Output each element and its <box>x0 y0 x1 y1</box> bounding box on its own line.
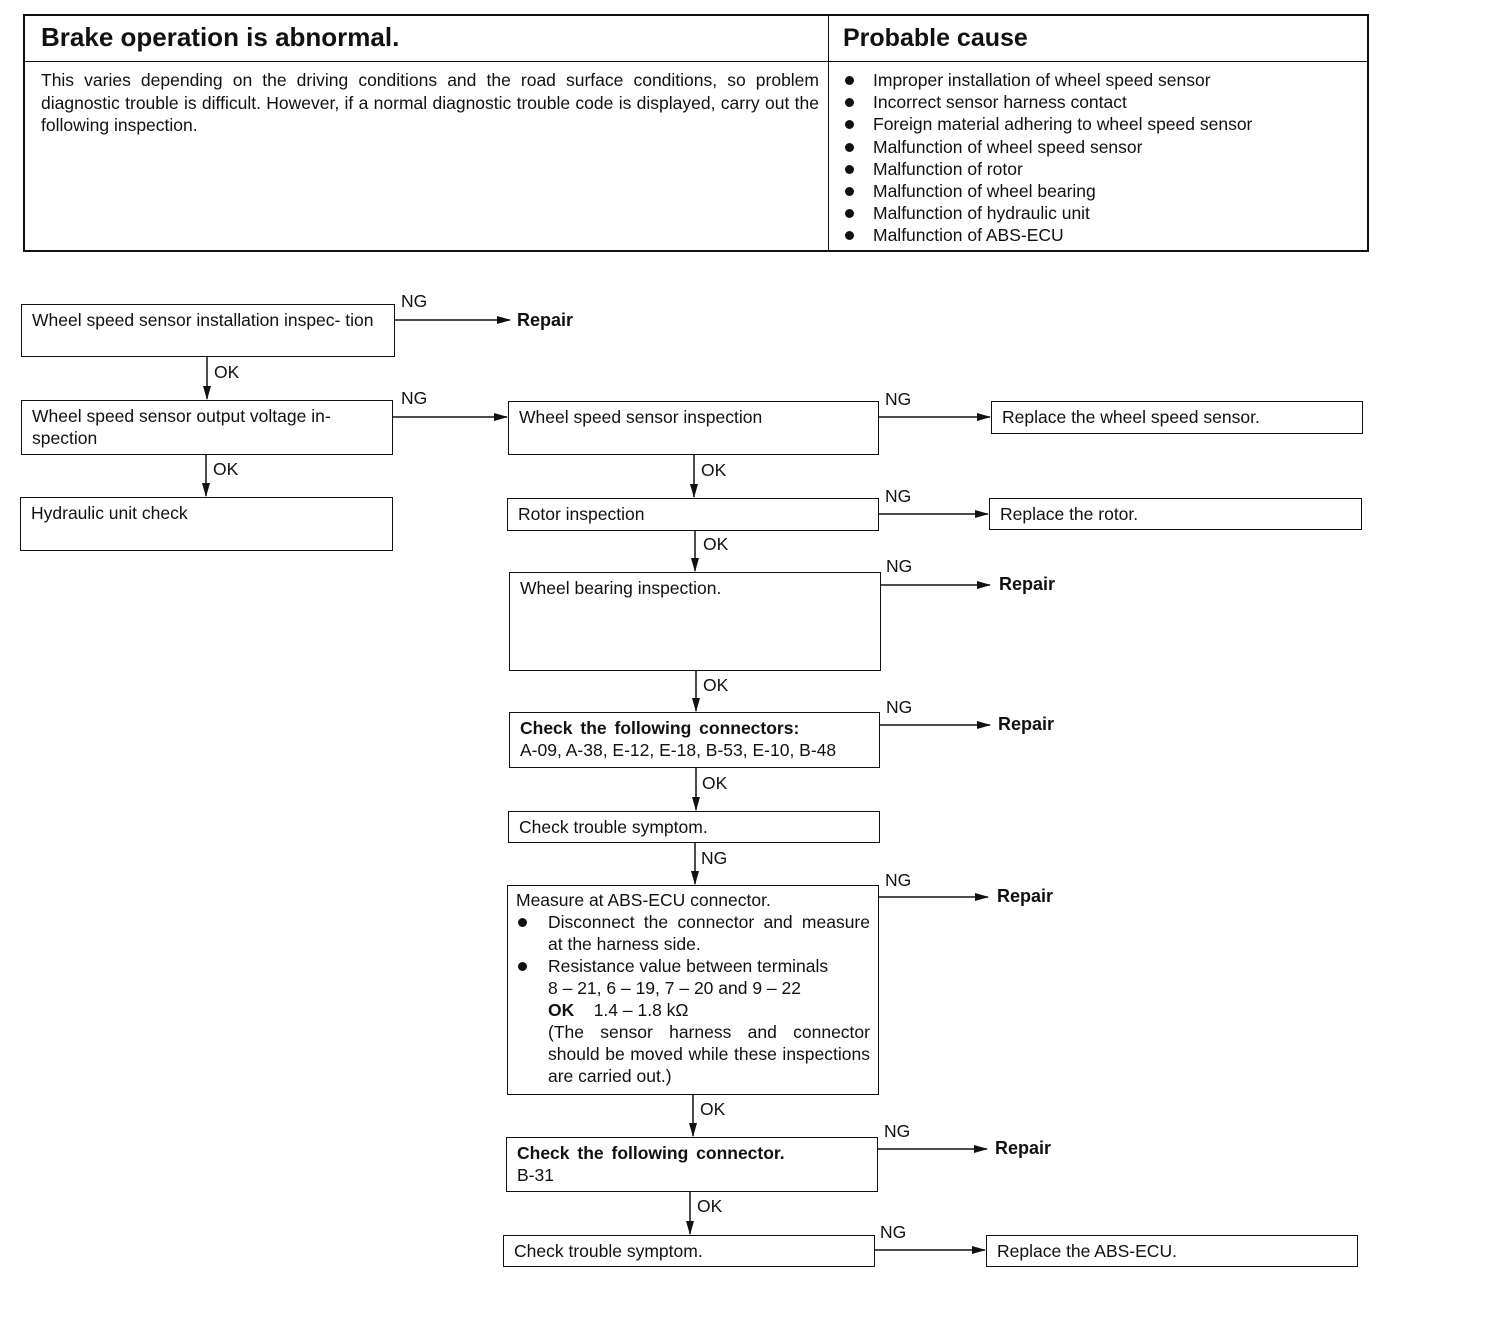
replace-ecu-text: Replace the ABS-ECU. <box>997 1241 1177 1261</box>
ng-label: NG <box>886 556 913 576</box>
cause-item: Malfunction of rotor <box>843 158 1252 180</box>
bearing-inspection-text: Wheel bearing inspection. <box>520 578 722 598</box>
ok-label: OK <box>700 1099 726 1119</box>
sensor-inspection-box <box>508 401 879 455</box>
ng-label: NG <box>885 389 912 409</box>
output-voltage-inspection-box <box>21 400 393 455</box>
measure-ok-spec <box>516 999 870 1021</box>
measure-title: Measure at ABS-ECU connector. <box>516 890 771 910</box>
trouble-symptom-box-2 <box>503 1235 875 1267</box>
ok-label: OK <box>703 675 729 695</box>
ng-label: NG <box>701 848 728 868</box>
installation-inspection-text: Wheel speed sensor installation inspec- tion <box>32 310 374 330</box>
ok-label: OK <box>697 1196 723 1216</box>
repair-label: Repair <box>999 574 1056 594</box>
ng-label: NG <box>885 486 912 506</box>
ok-label: OK <box>701 460 727 480</box>
measure-step: Resistance value between terminals <box>516 955 870 977</box>
cause-item: Improper installation of wheel speed sensor <box>843 69 1252 91</box>
cause-item: Malfunction of hydraulic unit <box>843 202 1252 224</box>
ng-label: NG <box>886 697 913 717</box>
connector-b31-box <box>506 1137 878 1192</box>
replace-sensor-text: Replace the wheel speed sensor. <box>1002 407 1260 427</box>
connector-b31-code: B-31 <box>517 1165 554 1185</box>
symptom-description: This varies depending on the driving conditions and the road surface conditions, so problem diagnostic trouble is difficult. However, if a normal diagnostic trouble code is displayed, carry out the following inspection. <box>41 70 819 135</box>
ng-label: NG <box>885 870 912 890</box>
ok-label: OK <box>702 773 728 793</box>
repair-label: Repair <box>995 1138 1052 1158</box>
connector-b31-title: Check the following connector. <box>517 1143 785 1163</box>
repair-label: Repair <box>517 310 574 330</box>
measure-ecu-box <box>507 885 879 1095</box>
bearing-inspection-box <box>509 572 881 671</box>
ok-label: OK <box>703 534 729 554</box>
trouble-symptom-text-2: Check trouble symptom. <box>514 1241 703 1261</box>
replace-rotor-box <box>989 498 1362 530</box>
measure-steps <box>516 911 870 1087</box>
hydraulic-unit-check-box <box>20 497 393 551</box>
ok-label: OK <box>213 459 239 479</box>
symptom-title: Brake operation is abnormal. <box>41 22 400 52</box>
hydraulic-unit-check-text: Hydraulic unit check <box>31 503 188 523</box>
installation-inspection-box <box>21 304 395 357</box>
ng-label: NG <box>401 291 428 311</box>
cause-item: Foreign material adhering to wheel speed sensor <box>843 113 1252 135</box>
sensor-inspection-text: Wheel speed sensor inspection <box>519 407 763 427</box>
ng-label: NG <box>884 1121 911 1141</box>
ok-label: OK <box>214 362 240 382</box>
connectors-check-title: Check the following connectors: <box>520 718 800 738</box>
measure-ok-label: OK <box>548 1000 575 1020</box>
connectors-check-box <box>509 712 880 768</box>
replace-rotor-text: Replace the rotor. <box>1000 504 1139 524</box>
probable-cause-title: Probable cause <box>843 24 1028 52</box>
trouble-symptom-box-1 <box>508 811 880 843</box>
cause-item: Malfunction of wheel speed sensor <box>843 136 1252 158</box>
replace-sensor-box <box>991 401 1363 434</box>
output-voltage-inspection-text: Wheel speed sensor output voltage in- spection <box>32 406 331 448</box>
connectors-check-list: A-09, A-38, E-12, E-18, B-53, E-10, B-48 <box>520 740 837 760</box>
cause-item: Malfunction of wheel bearing <box>843 180 1252 202</box>
measure-step: Disconnect the connector and measure at the harness side. <box>516 911 870 955</box>
measure-note: (The sensor harness and connector should be moved while these inspections are carried out.) <box>548 1022 870 1086</box>
repair-label: Repair <box>998 714 1055 734</box>
rotor-inspection-text: Rotor inspection <box>518 504 645 524</box>
repair-label: Repair <box>997 886 1054 906</box>
cause-item: Malfunction of ABS-ECU <box>843 224 1252 246</box>
ng-label: NG <box>401 388 428 408</box>
ng-label: NG <box>880 1222 907 1242</box>
replace-ecu-box <box>986 1235 1358 1267</box>
measure-ok-value: 1.4 – 1.8 kΩ <box>593 1000 689 1020</box>
rotor-inspection-box <box>507 498 879 531</box>
measure-terminals: 8 – 21, 6 – 19, 7 – 20 and 9 – 22 <box>548 978 801 998</box>
trouble-symptom-text-1: Check trouble symptom. <box>519 817 708 837</box>
cause-item: Incorrect sensor harness contact <box>843 91 1252 113</box>
